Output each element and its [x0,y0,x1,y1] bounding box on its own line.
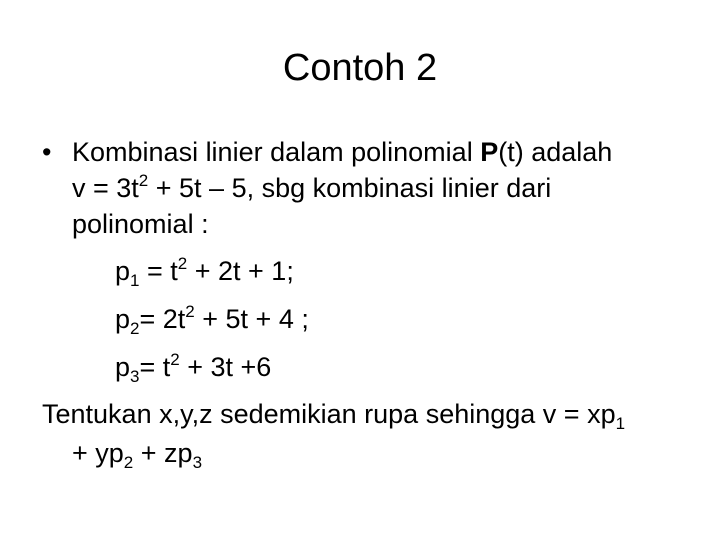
text-fragment: (t) adalah [498,137,613,167]
text-fragment: = 2t [139,304,186,334]
polynomial-p2 [115,302,309,336]
subscript: 2 [123,453,134,472]
text-fragment: + 5t + 4 ; [194,304,309,334]
subscript: 2 [130,319,140,338]
text-fragment: polinomial : [72,209,209,239]
text-fragment: p [115,256,131,286]
text-fragment: + zp [133,438,193,468]
paragraph-2-line-2 [72,436,202,470]
superscript: 2 [170,350,180,369]
paragraph-1-line-2 [72,171,551,205]
subscript: 1 [615,414,626,433]
text-fragment: Tentukan x,y,z sedemikian rupa sehingga v = xp [42,399,616,429]
polynomial-p1 [115,254,294,288]
subscript: 3 [192,453,203,472]
superscript: 2 [138,171,149,190]
polynomial-p3 [115,350,271,384]
text-fragment: p [115,304,131,334]
text-fragment: Kombinasi linier dalam polinomial [72,137,481,167]
text-fragment: + 5t – 5, sbg kombinasi linier dari [148,173,552,203]
superscript: 2 [185,302,195,321]
text-fragment: = t [139,256,178,286]
paragraph-2-line-1 [42,397,625,431]
slide-title: Contoh 2 [282,47,438,89]
polynomial-symbol: P [480,137,499,167]
text-fragment: + 2t + 1; [187,256,294,286]
text-fragment: p [115,352,131,382]
subscript: 3 [130,367,140,386]
superscript: 2 [177,254,188,273]
text-fragment: v = 3t [72,173,139,203]
bullet-icon: • [42,137,52,167]
text-fragment: = t [139,352,171,382]
subscript: 1 [130,271,140,290]
text-fragment: + yp [72,438,124,468]
paragraph-1-line-1 [72,135,612,169]
text-fragment: + 3t +6 [179,352,272,382]
paragraph-1-line-3 [72,207,209,241]
